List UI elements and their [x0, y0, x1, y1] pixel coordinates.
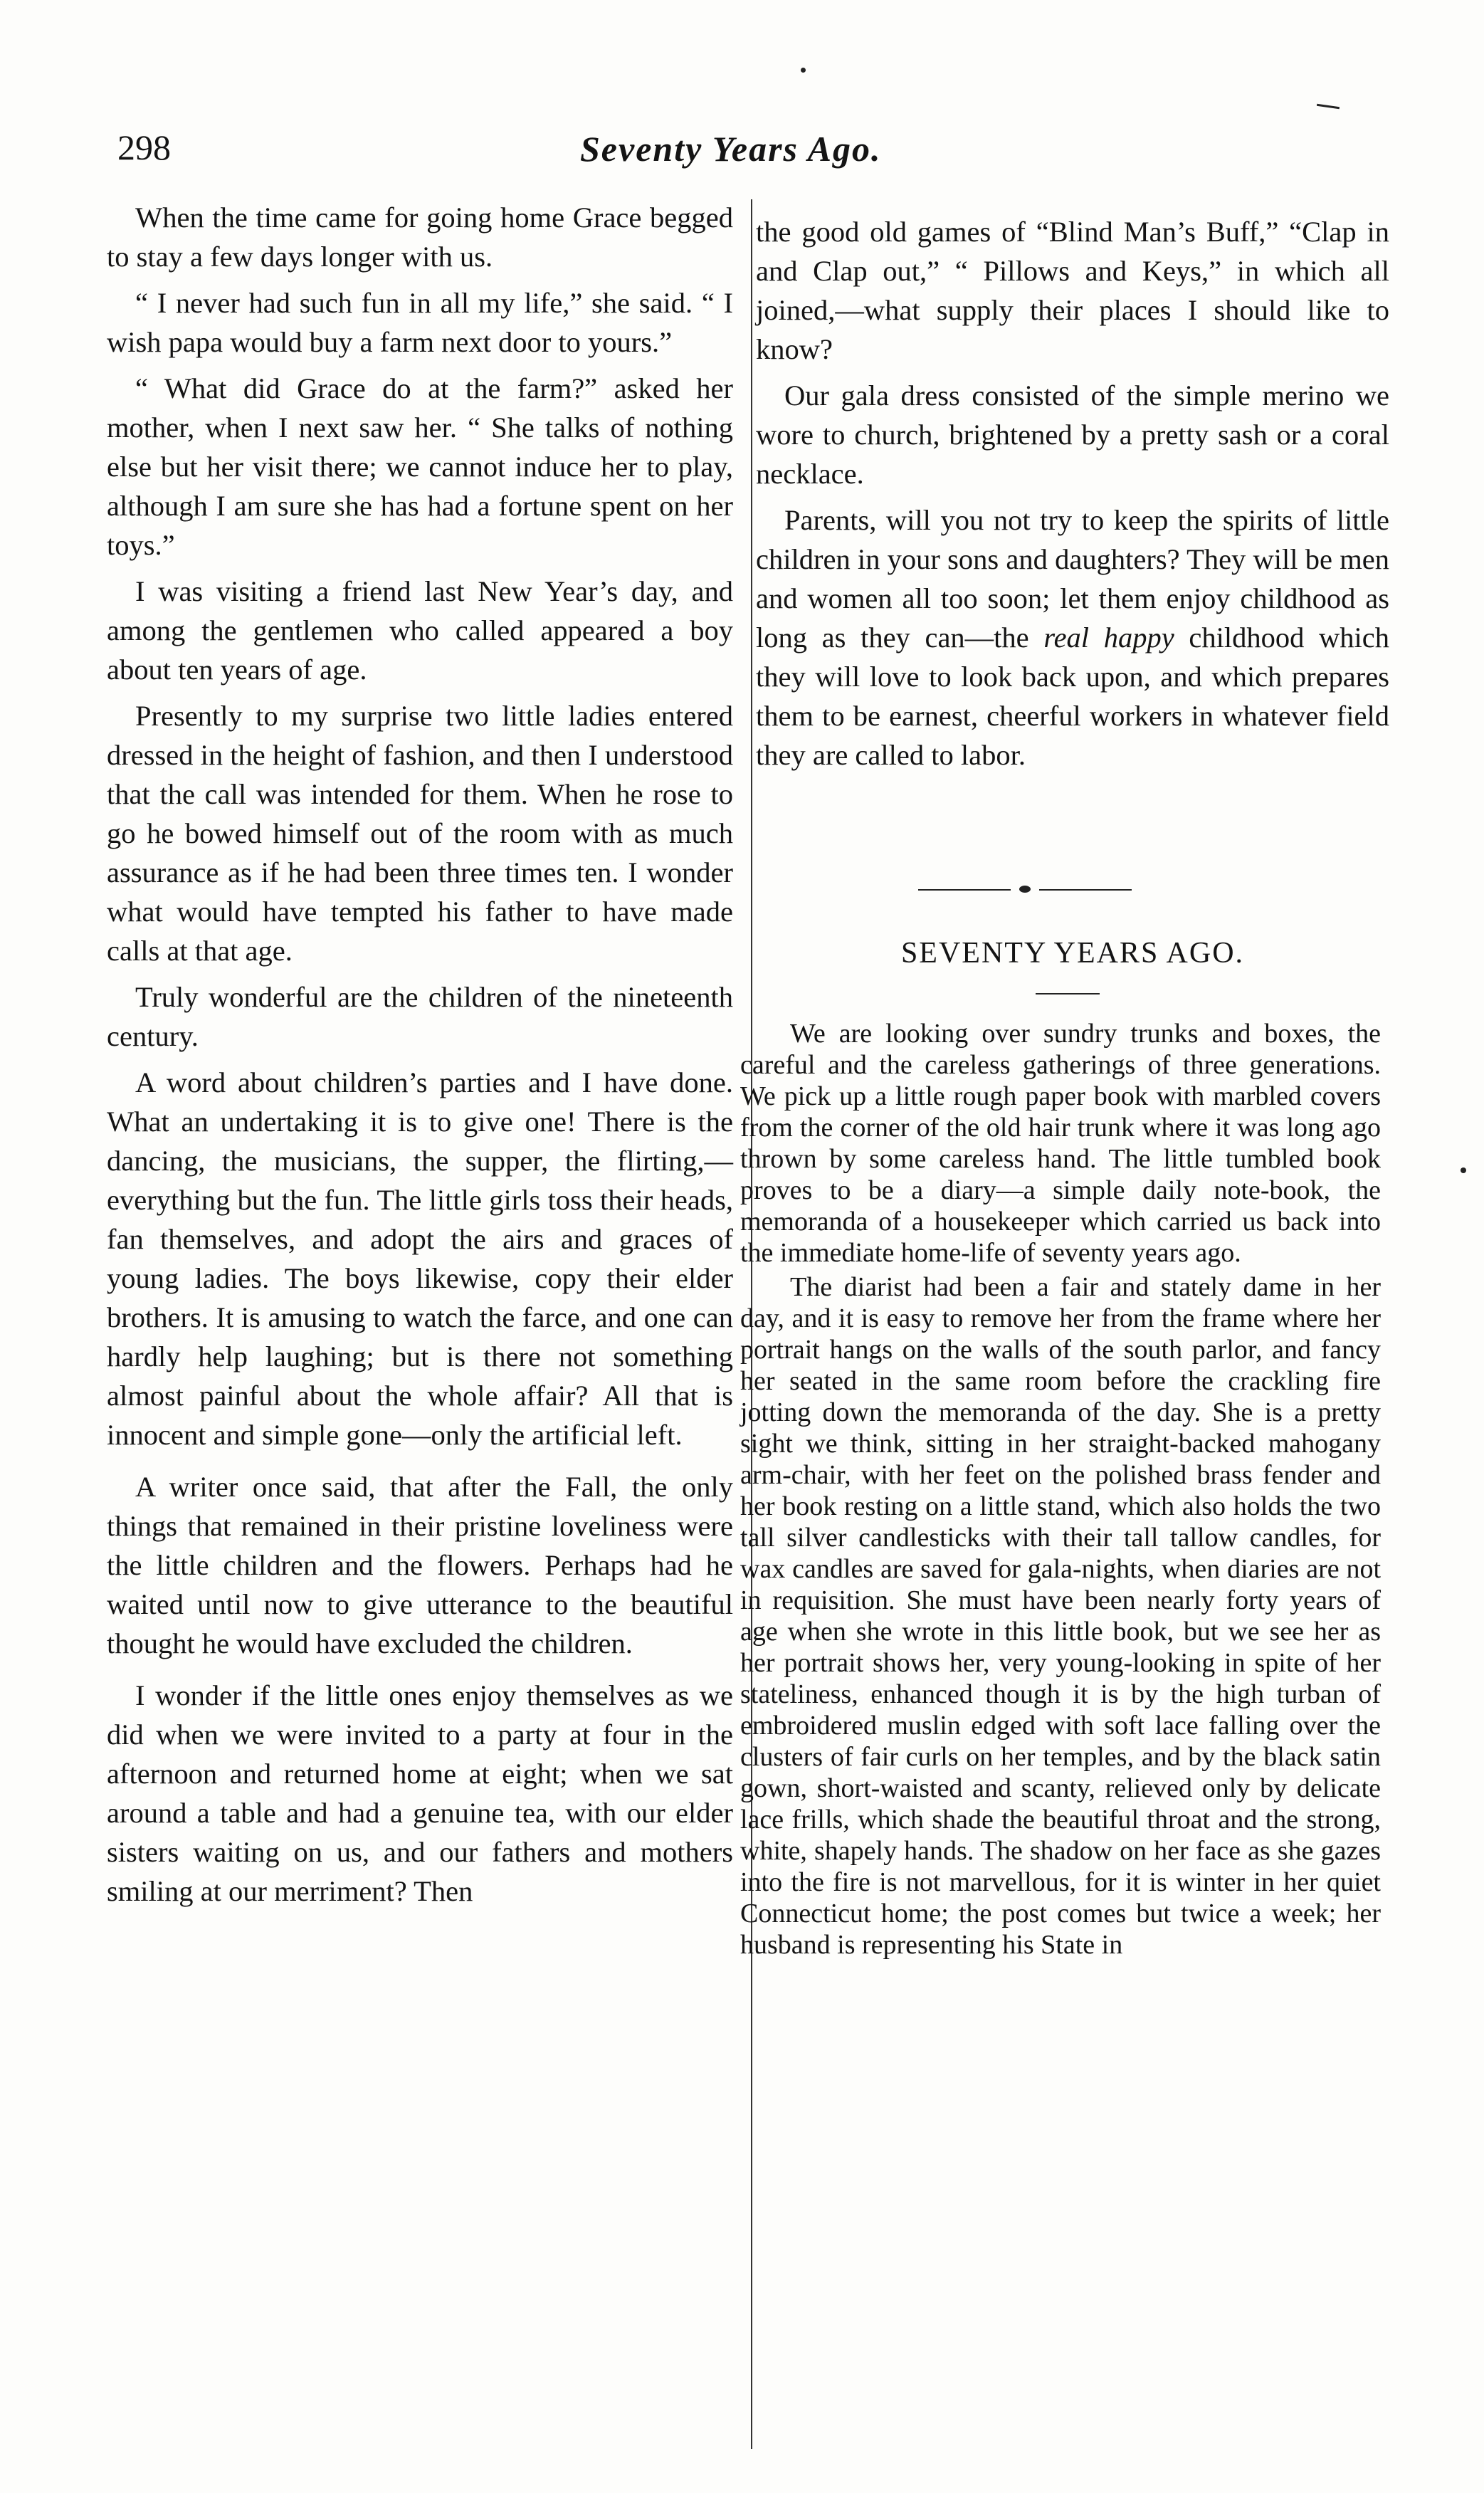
paragraph: Presently to my surprise two little ladies entered dressed in the height of fashion, and then I understood that the call was intended for them. When he rose to go he bowed himself out of the room with as much assurance as if he had been three times ten. I wonder what would have tempted his father to have made calls at that age. [107, 700, 733, 967]
paragraph: “ I never had such fun in all my life,” she said. “ I wish papa would buy a farm next door to yours.” [107, 287, 733, 358]
page-header [117, 120, 1384, 184]
ornament-line [1039, 889, 1132, 891]
running-title: Seventy Years Ago. [580, 129, 882, 169]
paragraph: I wonder if the little ones enjoy themselves as we did when we were invited to a party at four in the afternoon and returned home at eight; when we sat around a table and had a genuine tea, with our elder sisters waiting on us, and our fathers and mothers smiling at our merriment? Then [107, 1679, 733, 1907]
paragraph: I was visiting a friend last New Year’s day, and among the gentlemen who called appeared a boy about ten years of age. [107, 575, 733, 686]
page-number: 298 [117, 127, 171, 167]
paragraph: We are looking over sundry trunks and boxes, the careful and the careless gatherings of three generations. We pick up a little rough paper book with marbled covers from the corner of the old hair trunk where it was long ago thrown by some careless hand. The little tumbled book proves to be a diary—a simple daily note-book, the memoranda of a housekeeper which carried us back into the immediate home-life of seventy years ago. [740, 1019, 1381, 1268]
print-speck [1317, 104, 1340, 109]
article-body [740, 1018, 1381, 1963]
left-column [107, 198, 733, 1918]
paragraph: the good old games of “Blind Man’s Buff,” “Clap in and Clap out,” “ Pillows and Keys,” in which all joined,—what supply their places I should like to know? [756, 216, 1389, 365]
text-run: childhood which they will love to look back upon, and which prepares them to be earnest, cheerful workers in whatever field they are called to labor. [756, 621, 1389, 771]
paragraph: The diarist had been a fair and stately dame in her day, and it is easy to remove her from the frame where her portrait hangs on the walls of the south parlor, and fancy her seated in the same room before the crackling fire jotting down the memoranda of the day. She is a pretty sight we think, sitting in her straight-backed mahogany arm-chair, with her feet on the polished brass fender and her book resting on a little stand, which also holds the two tall silver candlesticks with their tall tallow candles, for wax candles are saved for gala-nights, when diaries are not in requisition. She must have been nearly forty years of age when she wrote in this little book, but we see her as her portrait shows her, very young-looking in spite of her stateliness, enhanced though it is by the high turban of embroidered muslin edged with soft lace falling over the clusters of fair curls on her temples, and by the black satin gown, short-waisted and scanty, relieved only by delicate lace frills, which shade the beautiful throat and the strong, white, shapely hands. The shadow on her face as she gazes into the fire is not marvellous, for it is winter in her quiet Connecticut home; the post comes but twice a week; her husband is representing his State in [740, 1272, 1381, 1960]
paragraph: A word about children’s parties and I have done. What an undertaking it is to give one! There is the dancing, the musicians, the supper, the flirting,—everything but the fun. The little girls toss their heads, fan themselves, and adopt the airs and graces of young ladies. The boys likewise, copy their elder brothers. It is amusing to watch the farce, and one can hardly help laughing; but is there not something almost painful about the whole affair? All that is innocent and simple gone—only the artificial left. [107, 1066, 733, 1451]
paragraph: When the time came for going home Grace begged to stay a few days longer with us. [107, 201, 733, 273]
paragraph: Truly wonderful are the children of the nineteenth century. [107, 981, 733, 1052]
paragraph: “ What did Grace do at the farm?” asked her mother, when I next saw her. “ She talks of nothing else but her visit there; we cannot induce her to play, although I am sure she has had a fortune spent on her toys.” [107, 372, 733, 561]
print-speck [1461, 1167, 1466, 1173]
paragraph: A writer once said, that after the Fall, the only things that remained in their pristine loveliness were the little children and the flowers. Perhaps had he waited until now to give utterance to the beautiful thought he would have excluded the children. [107, 1471, 733, 1659]
right-column-top [756, 212, 1389, 782]
paragraph: Our gala dress consisted of the simple merino we wore to church, brightened by a pretty sash or a coral necklace. [756, 379, 1389, 490]
section-ornament [918, 883, 1132, 897]
print-speck [801, 68, 806, 73]
title-rule [1036, 993, 1100, 994]
article-title: SEVENTY YEARS AGO. [900, 937, 1245, 970]
ornament-line [918, 889, 1011, 891]
emphasis: real happy [1043, 621, 1174, 654]
text-run: Parents, will you not try to keep the spirits of little children in your sons and daughters? They will be men and women all too soon; let them enjoy childhood as long as they can—the [756, 504, 1389, 654]
paragraph [756, 500, 1389, 775]
ornament-dot [1019, 886, 1031, 893]
